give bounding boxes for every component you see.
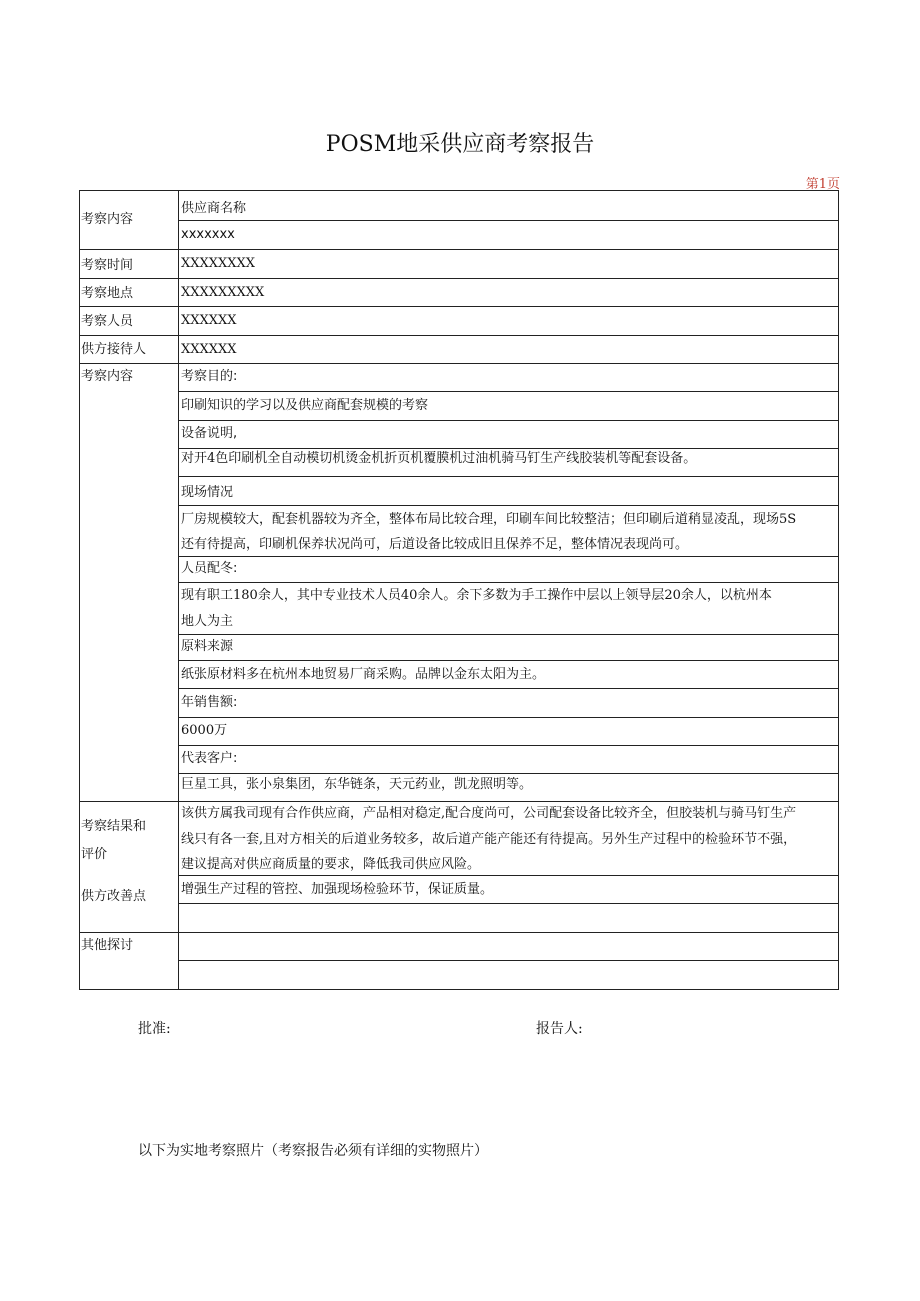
table-rule — [178, 745, 839, 746]
label-inspect-time: 考察时间 — [81, 258, 134, 273]
supplier-host-value: XXXXXX — [181, 342, 237, 357]
table-rule — [79, 249, 839, 250]
table-rule — [79, 801, 839, 802]
label-inspectors: 考察人员 — [81, 314, 134, 329]
equipment-text: 对开4色印刷机全自动模切机烫金机折页机覆膜机过油机骑马钉生产线胶装机等配套设备。 — [181, 451, 697, 466]
purpose-heading: 考察目的: — [181, 369, 238, 384]
staff-text-line2: 地人为主 — [181, 614, 234, 629]
page-number: 第1页 — [805, 177, 840, 192]
table-rule — [79, 278, 839, 279]
equipment-heading: 设备说明, — [181, 426, 238, 441]
table-rule — [178, 773, 839, 774]
table-rule — [178, 505, 839, 506]
clients-heading: 代表客户: — [181, 751, 238, 766]
table-rule — [178, 556, 839, 557]
staff-text-line1: 现有职工180余人，其中专业技术人员40余人。余下多数为手工操作中层以上领导层20余人，以杭州本 — [181, 588, 772, 603]
label-supplier-host: 供方接待人 — [81, 342, 147, 357]
result-text-line1: 该供方属我司现有合作供应商，产品相对稳定,配合度尚可，公司配套设备比较齐全，但胶装机与骑马钉生产 — [181, 806, 797, 821]
table-rule — [178, 391, 839, 392]
table-rule — [178, 960, 839, 961]
table-rule — [178, 220, 839, 221]
inspect-place-value: XXXXXXXXX — [181, 285, 265, 300]
material-heading: 原料来源 — [181, 639, 234, 654]
approve-label: 批准: — [138, 1021, 171, 1037]
table-rule — [178, 688, 839, 689]
table-rule — [178, 420, 839, 421]
result-text-line3: 建议提高对供应商质量的要求，降低我司供应风险。 — [181, 857, 481, 872]
table-rule — [178, 875, 839, 876]
table-rule — [178, 448, 839, 449]
table-rule — [178, 717, 839, 718]
table-rule — [178, 903, 839, 904]
label-result-eval: 评价 — [81, 847, 108, 862]
purpose-text: 印刷知识的学习以及供应商配套规模的考察 — [181, 398, 429, 413]
table-rule — [178, 582, 839, 583]
result-text-line2: 线只有各一套,且对方相关的后道业务较多，故后道产能产能还有待提高。另外生产过程中的检验环节不强， — [181, 832, 797, 847]
label-inspect-content: 考察内容 — [81, 212, 134, 227]
label-improvement: 供方改善点 — [81, 889, 147, 904]
table-rule — [178, 634, 839, 635]
staff-heading: 人员配冬: — [181, 561, 238, 576]
table-rule — [79, 363, 839, 364]
improvement-text: 增强生产过程的管控、加强现场检验环节，保证质量。 — [181, 882, 494, 897]
supplier-name-label: 供应商名称 — [181, 201, 247, 216]
label-result: 考察结果和 — [81, 819, 147, 834]
table-rule — [79, 306, 839, 307]
label-inspect-content-detail: 考察内容 — [81, 369, 134, 384]
label-other: 其他探讨 — [81, 938, 134, 953]
table-rule — [178, 476, 839, 477]
photo-note: 以下为实地考察照片（考察报告必须有详细的实物照片） — [138, 1143, 488, 1159]
page-title: POSM地采供应商考察报告 — [325, 132, 595, 157]
table-column-divider — [178, 190, 179, 990]
site-text-line1: 厂房规模较大，配套机器较为齐全，整体布局比较合理，印刷车间比较整洁；但印刷后道稍显凌乱，现场5S — [181, 512, 797, 527]
reporter-label: 报告人: — [536, 1021, 583, 1037]
table-rule — [178, 660, 839, 661]
site-text-line2: 还有待提高，印刷机保养状况尚可，后道设备比较成旧且保养不足，整体情况表现尚可。 — [181, 537, 689, 552]
supplier-name: xxxxxxx — [181, 227, 235, 242]
table-rule — [79, 335, 839, 336]
sales-heading: 年销售额: — [181, 695, 238, 710]
inspect-time-value: XXXXXXXX — [181, 256, 256, 271]
material-text: 纸张原材料多在杭州本地贸易厂商采购。品牌以金东太阳为主。 — [181, 667, 546, 682]
site-heading: 现场情况 — [181, 485, 234, 500]
label-inspect-place: 考察地点 — [81, 286, 134, 301]
sales-value: 6000万 — [181, 723, 228, 738]
clients-text: 巨星工具，张小泉集团，东华链条，天元药业，凯龙照明等。 — [181, 777, 533, 792]
table-rule — [79, 932, 839, 933]
inspectors-value: XXXXXX — [181, 313, 237, 328]
